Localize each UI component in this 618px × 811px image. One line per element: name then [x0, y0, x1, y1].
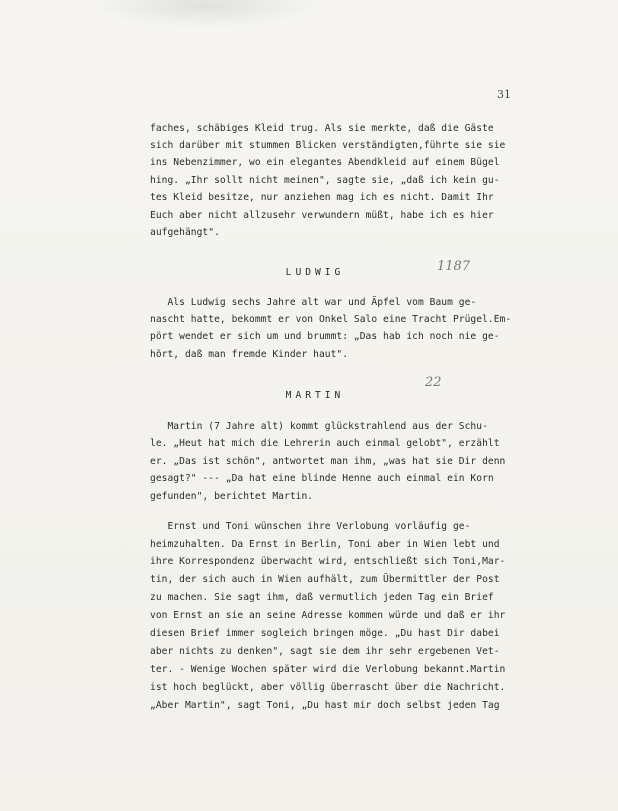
text-line: ihre Korrespondenz überwacht wird, entschließt sich Toni,Mar-	[150, 556, 506, 567]
text-line: er. „Das ist schön", antwortet man ihm, „was hat sie Dir denn	[150, 456, 506, 467]
text-line: tes Kleid besitze, nur anziehen mag ich es nicht. Damit Ihr	[150, 192, 494, 203]
handwritten-annotation: 22	[425, 375, 442, 390]
text-line: ins Nebenzimmer, wo ein elegantes Abendkleid auf einem Bügel	[150, 157, 500, 168]
text-line: heimzuhalten. Da Ernst in Berlin, Toni aber in Wien lebt und	[150, 539, 500, 550]
scan-smudge	[90, 0, 320, 28]
text-line: von Ernst an sie an seine Adresse kommen würde und daß er ihr	[150, 610, 506, 621]
section-heading-ludwig: LUDWIG	[285, 267, 345, 278]
text-line: Martin (7 Jahre alt) kommt glückstrahlend aus der Schu-	[150, 421, 488, 432]
text-line: gefunden", berichtet Martin.	[150, 491, 314, 502]
text-line: aber nichts zu denken", sagt sie dem ihr sehr ergebenen Vet-	[150, 646, 500, 657]
text-line: Ernst und Toni wünschen ihre Verlobung vorläufig ge-	[150, 521, 471, 532]
text-line: hört, daß man fremde Kinder haut".	[150, 349, 349, 360]
text-line: Als Ludwig sechs Jahre alt war und Äpfel vom Baum ge-	[150, 297, 477, 308]
text-line: tin, der sich auch in Wien aufhält, zum Übermittler der Post	[150, 574, 500, 585]
text-line: diesen Brief immer sogleich bringen möge. „Du hast Dir dabei	[150, 628, 500, 639]
handwritten-annotation: 1187	[437, 259, 471, 274]
section-heading-martin: MARTIN	[285, 390, 345, 401]
text-line: aufgehängt".	[150, 227, 220, 238]
text-line: faches, schäbiges Kleid trug. Als sie merkte, daß die Gäste	[150, 123, 494, 134]
text-line: sich darüber mit stummen Blicken verständigten,führte sie sie	[150, 140, 506, 151]
text-line: ter. - Wenige Wochen später wird die Verlobung bekannt.Martin	[150, 664, 506, 675]
text-line: Euch aber nicht allzusehr verwundern müßt, habe ich es hier	[150, 210, 494, 221]
page-number: 31	[497, 88, 511, 101]
text-line: gesagt?" --- „Da hat eine blinde Henne auch einmal ein Korn	[150, 473, 494, 484]
text-line: hing. „Ihr sollt nicht meinen", sagte sie, „daß ich kein gu-	[150, 175, 500, 186]
text-line: zu machen. Sie sagt ihm, daß vermutlich jeden Tag ein Brief	[150, 592, 494, 603]
text-line: le. „Heut hat mich die Lehrerin auch einmal gelobt", erzählt	[150, 438, 500, 449]
text-line: pört wendet er sich um und brummt: „Das hab ich noch nie ge-	[150, 331, 500, 342]
text-line: nascht hatte, bekommt er von Onkel Salo eine Tracht Prügel.Em-	[150, 314, 512, 325]
text-line: „Aber Martin", sagt Toni, „Du hast mir doch selbst jeden Tag	[150, 700, 500, 711]
text-line: ist hoch beglückt, aber völlig überrascht über die Nachricht.	[150, 682, 506, 693]
